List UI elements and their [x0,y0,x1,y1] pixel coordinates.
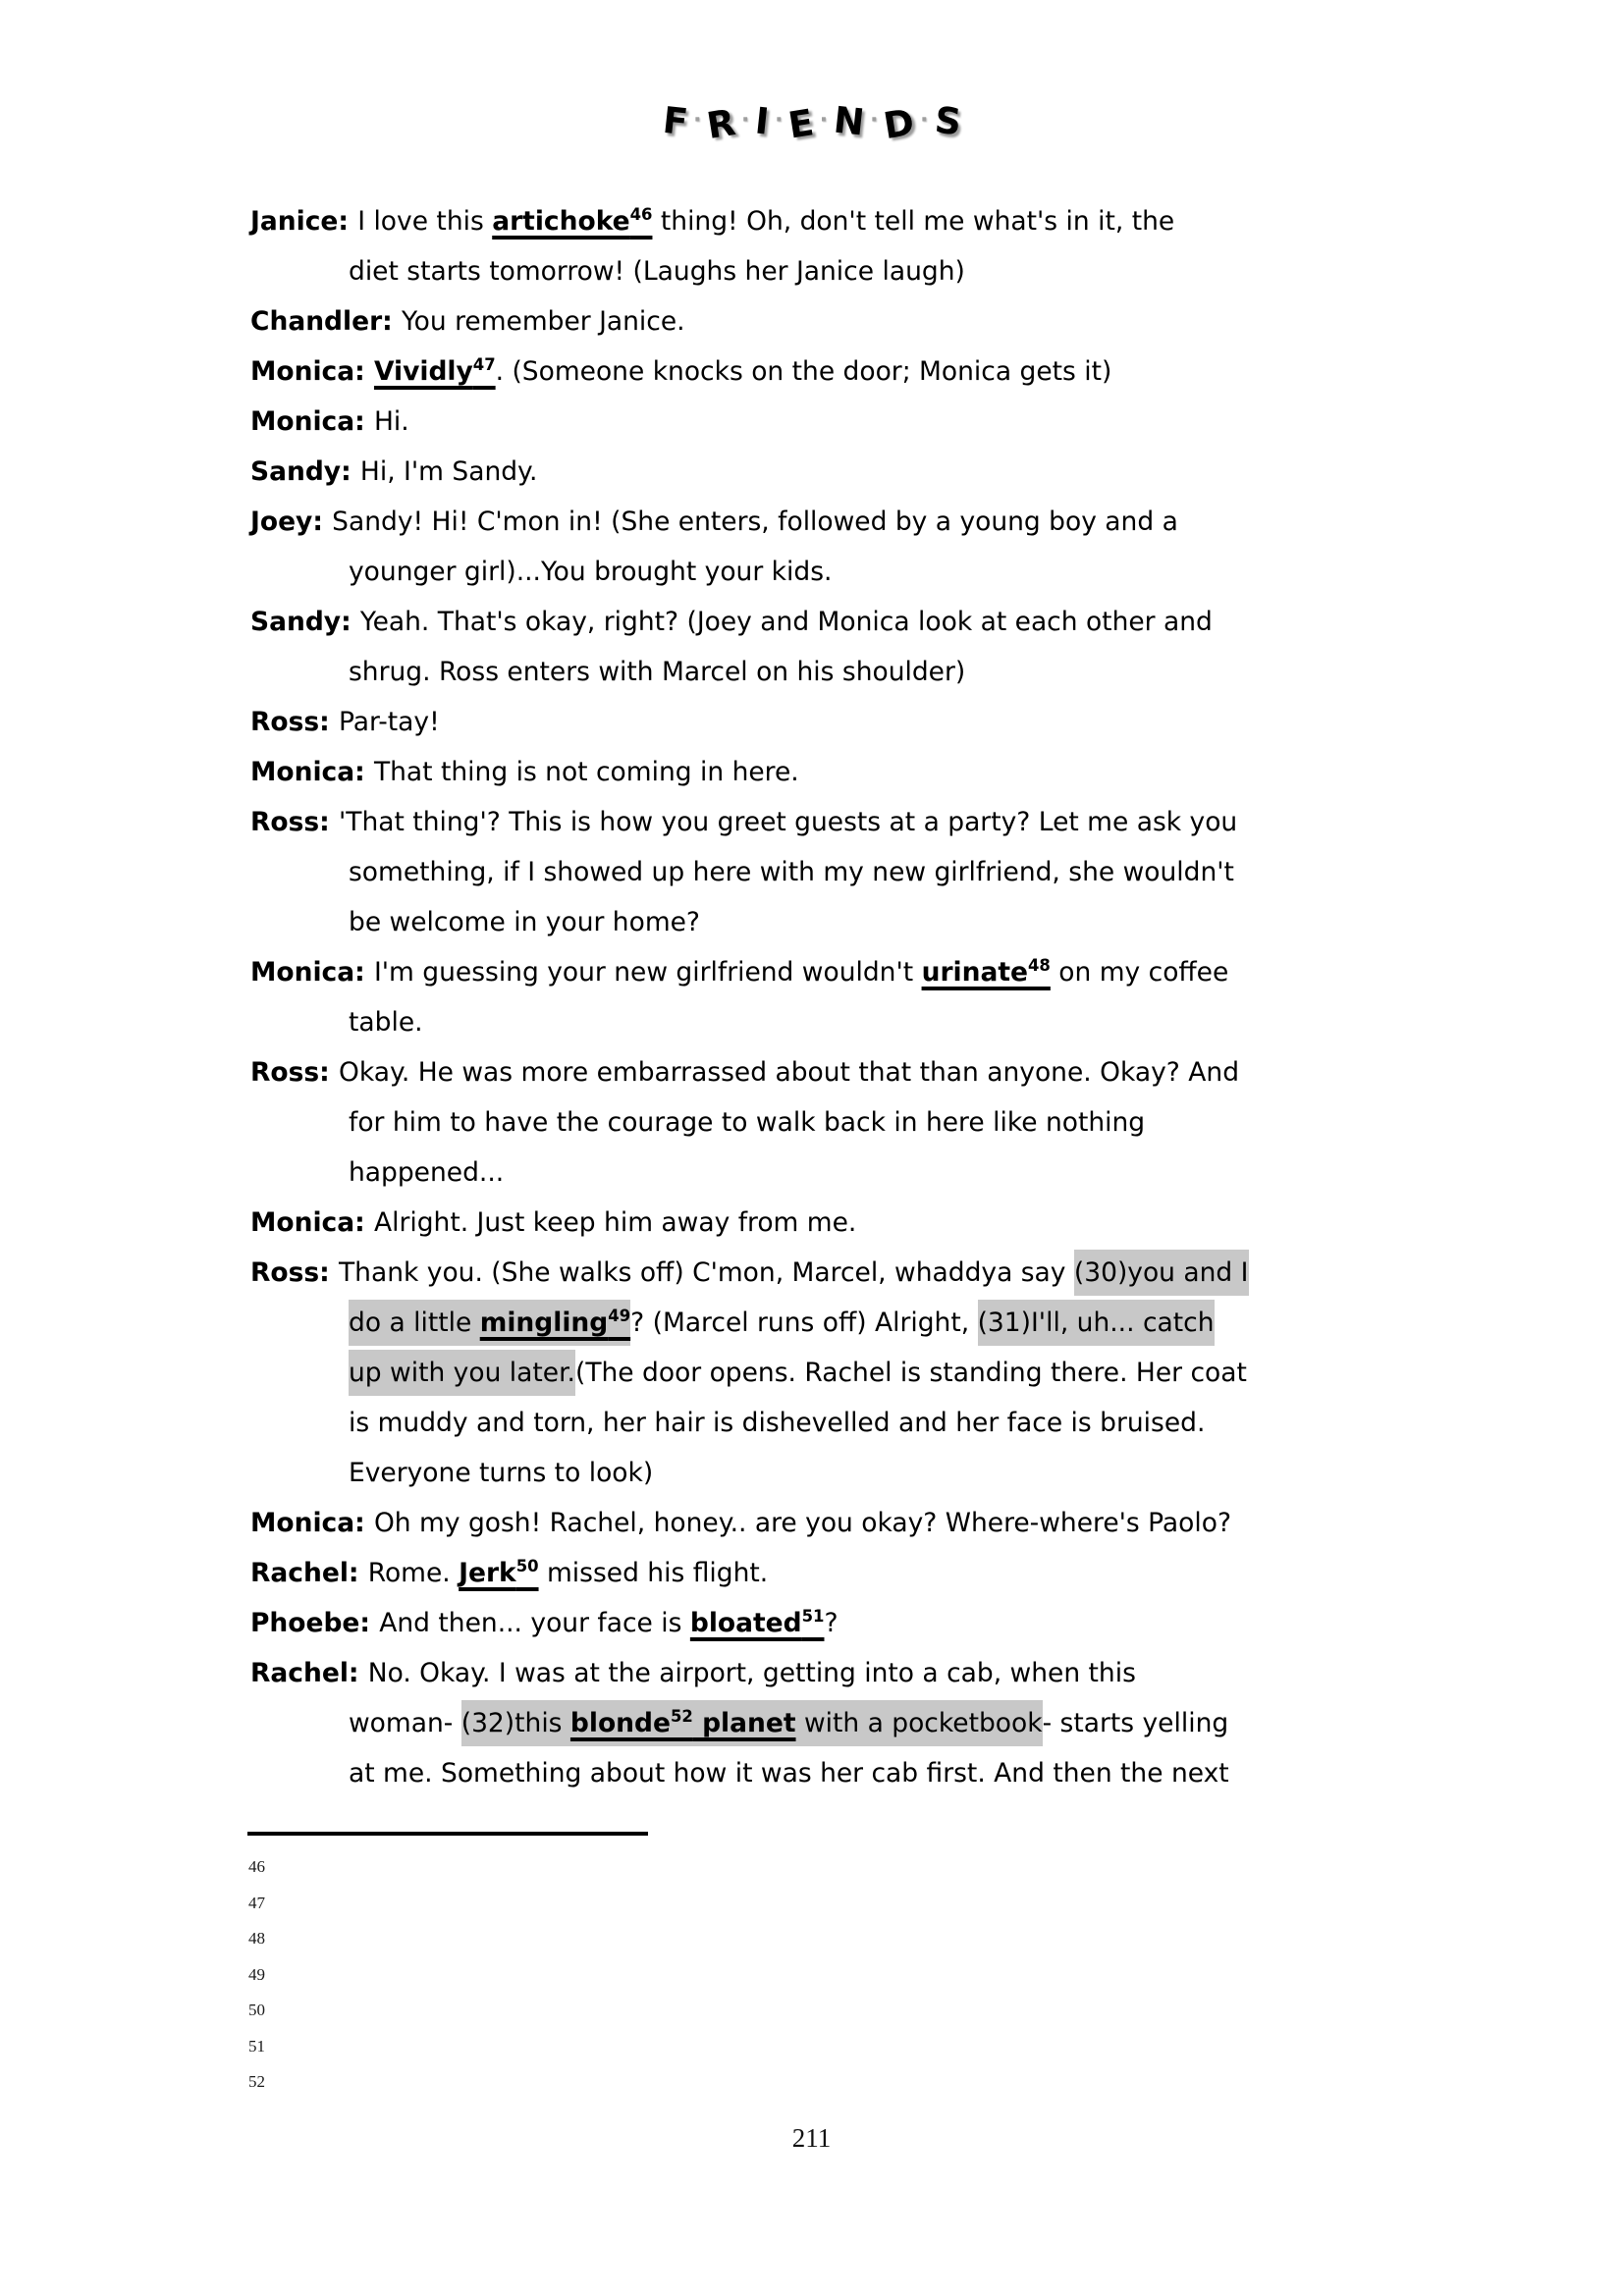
text-segment: younger girl)...You brought your kids. [349,557,833,587]
text-segment: for him to have the courage to walk back in here like nothing [349,1107,1146,1138]
script-line [250,547,1394,597]
friends-logo [0,98,1623,148]
script-line [250,847,1394,897]
text-segment: Monica: [250,957,374,988]
script-line [250,1698,1394,1748]
script-line [250,1097,1394,1148]
text-segment: planet [692,1708,796,1738]
text-segment: You remember Janice. [401,306,685,337]
text-segment: woman- [349,1708,461,1738]
logo-letter: I [753,99,772,143]
script-line [250,1398,1394,1448]
footnote-ref: 50 [515,1557,539,1576]
text-segment: Vividly [373,356,473,387]
highlighted-text: up with you later. [349,1350,575,1396]
script-line [250,497,1394,547]
text-segment: happened... [349,1157,505,1188]
script-line [250,947,1394,997]
underlined-term [690,1608,825,1638]
text-segment: thing! Oh, don't tell me what's in it, the [652,206,1175,237]
logo-dot: · [819,108,829,133]
text-segment: Par-tay! [338,707,440,737]
text-segment: I'm guessing your new girlfriend wouldn't [373,957,922,988]
text-segment: is muddy and torn, her hair is dishevelled and her face is bruised. [349,1408,1206,1438]
text-segment: Monica: [250,1508,374,1538]
logo-letter: F [660,98,690,144]
script-line [250,597,1394,647]
logo-letter: R [704,101,739,147]
logo-letter: D [881,100,918,148]
script-line [250,647,1394,697]
highlighted-text: with a pocketbook [796,1700,1043,1746]
text-segment: Yeah. That's okay, right? (Joey and Monica look at each other and [359,607,1213,637]
text-segment: No. Okay. I was at the airport, getting into a cab, when this [367,1658,1136,1688]
text-segment: Ross: [250,707,339,737]
text-segment: Rachel: [250,1658,368,1688]
script-line [250,1298,1394,1348]
text-segment: shrug. Ross enters with Marcel on his shoulder) [349,657,966,687]
footnote-ref: 51 [801,1607,825,1627]
footnote-number: 47 [248,1893,265,1912]
footnote-number: 50 [248,2001,265,2019]
text-segment: at me. Something about how it was her cab first. And then the next [349,1758,1229,1789]
underlined-term [374,356,496,387]
text-segment: Ross: [250,1257,339,1288]
script-line [250,1047,1394,1097]
script-line [250,897,1394,947]
text-segment: Chandler: [250,306,402,337]
text-segment: blonde [569,1708,671,1738]
logo-dot: · [920,108,929,133]
text-segment: - starts yelling [1042,1708,1229,1738]
text-segment: 'That thing'? This is how you greet guests at a party? Let me ask you [338,807,1238,837]
highlighted-text: (32)this [461,1700,570,1746]
text-segment: Sandy! Hi! C'mon in! (She enters, followed by a young boy and a [332,507,1178,537]
text-segment: diet starts tomorrow! (Laughs her Janice laugh) [349,256,965,287]
script-line [250,447,1394,497]
footnote-ref: 52 [671,1707,693,1727]
text-segment: Sandy: [250,607,360,637]
text-segment: Ross: [250,807,339,837]
highlighted-text: (30)you and I [1074,1250,1249,1296]
footnote-ref: 49 [608,1307,631,1326]
text-segment: Rachel: [250,1558,368,1588]
footnote-number: 48 [248,1929,265,1948]
highlighted-text: do a little [349,1300,480,1346]
text-segment: urinate [921,957,1028,988]
script-line [250,1198,1394,1248]
script-transcript [250,196,1394,1798]
text-segment: Phoebe: [250,1608,380,1638]
text-segment: Monica: [250,356,374,387]
script-line [250,347,1394,397]
underlined-term [480,1300,630,1346]
text-segment: Monica: [250,406,374,437]
text-segment: Monica: [250,757,374,787]
text-segment: be welcome in your home? [349,907,700,937]
logo-dot: · [740,108,750,133]
page-number: 211 [791,2123,832,2153]
text-segment: That thing is not coming in here. [373,757,799,787]
script-line [250,1148,1394,1198]
text-segment: Sandy: [250,456,360,487]
text-segment: Oh my gosh! Rachel, honey.. are you okay? Where-where's Paolo? [373,1508,1232,1538]
footnote-ref: 48 [1028,956,1051,976]
text-segment: mingling [479,1308,609,1338]
text-segment: bloated [689,1608,802,1638]
script-line [250,997,1394,1047]
footnote-number: 49 [248,1964,265,1984]
text-segment: table. [349,1007,423,1038]
script-line [250,1348,1394,1398]
text-segment: on my coffee [1050,957,1229,988]
script-line [250,1248,1394,1298]
text-segment: artichoke [492,206,630,237]
text-segment: Alright. Just keep him away from me. [373,1207,857,1238]
script-line [250,1548,1394,1598]
logo-letter: E [785,101,818,147]
text-segment: Hi. [373,406,409,437]
footnote-separator [247,1832,648,1836]
footnote-number: 51 [248,2036,265,2056]
text-segment: Janice: [250,206,358,237]
text-segment: Everyone turns to look) [349,1458,654,1488]
logo-dot: · [775,108,784,133]
footnote-number: 52 [248,2072,265,2091]
logo-letter: S [932,98,963,144]
underlined-term [459,1558,538,1588]
text-segment: Jerk [459,1558,516,1588]
script-line [250,747,1394,797]
text-segment: Ross: [250,1057,339,1088]
text-segment: Okay. He was more embarrassed about that than anyone. Okay? And [338,1057,1240,1088]
script-line [250,797,1394,847]
text-segment: ? (Marcel runs off) Alright, [630,1308,978,1338]
script-line [250,397,1394,447]
text-segment: Joey: [250,507,333,537]
logo-letter: N [832,98,867,144]
script-line [250,697,1394,747]
script-line [250,1448,1394,1498]
text-segment: Monica: [250,1207,374,1238]
footnote-ref: 46 [629,205,653,225]
text-segment: And then... your face is [379,1608,690,1638]
footnote-number: 46 [248,1857,265,1876]
text-segment: Rome. [367,1558,460,1588]
logo-dot: · [693,108,702,133]
text-segment: something, if I showed up here with my new girlfriend, she wouldn't [349,857,1234,887]
highlighted-text: (31)I'll, uh... catch [978,1300,1215,1346]
logo-dot: · [870,108,879,133]
script-line [250,246,1394,296]
underlined-term [922,957,1051,988]
text-segment: (The door opens. Rachel is standing there. Her coat [574,1358,1247,1388]
script-line [250,296,1394,347]
underlined-term [492,206,652,237]
text-segment: Thank you. (She walks off) C'mon, Marcel, whaddya say [338,1257,1074,1288]
text-segment: ? [824,1608,839,1638]
text-segment: . (Someone knocks on the door; Monica gets it) [495,356,1112,387]
footnote-ref: 47 [472,355,496,375]
script-line [250,1748,1394,1798]
text-segment: Hi, I'm Sandy. [359,456,538,487]
script-line [250,1598,1394,1648]
text-segment: I love this [357,206,493,237]
script-line [250,1498,1394,1548]
footnote-list [248,1849,265,2101]
underlined-term [570,1700,796,1746]
script-line [250,1648,1394,1698]
script-line [250,196,1394,246]
text-segment: missed his flight. [538,1558,769,1588]
